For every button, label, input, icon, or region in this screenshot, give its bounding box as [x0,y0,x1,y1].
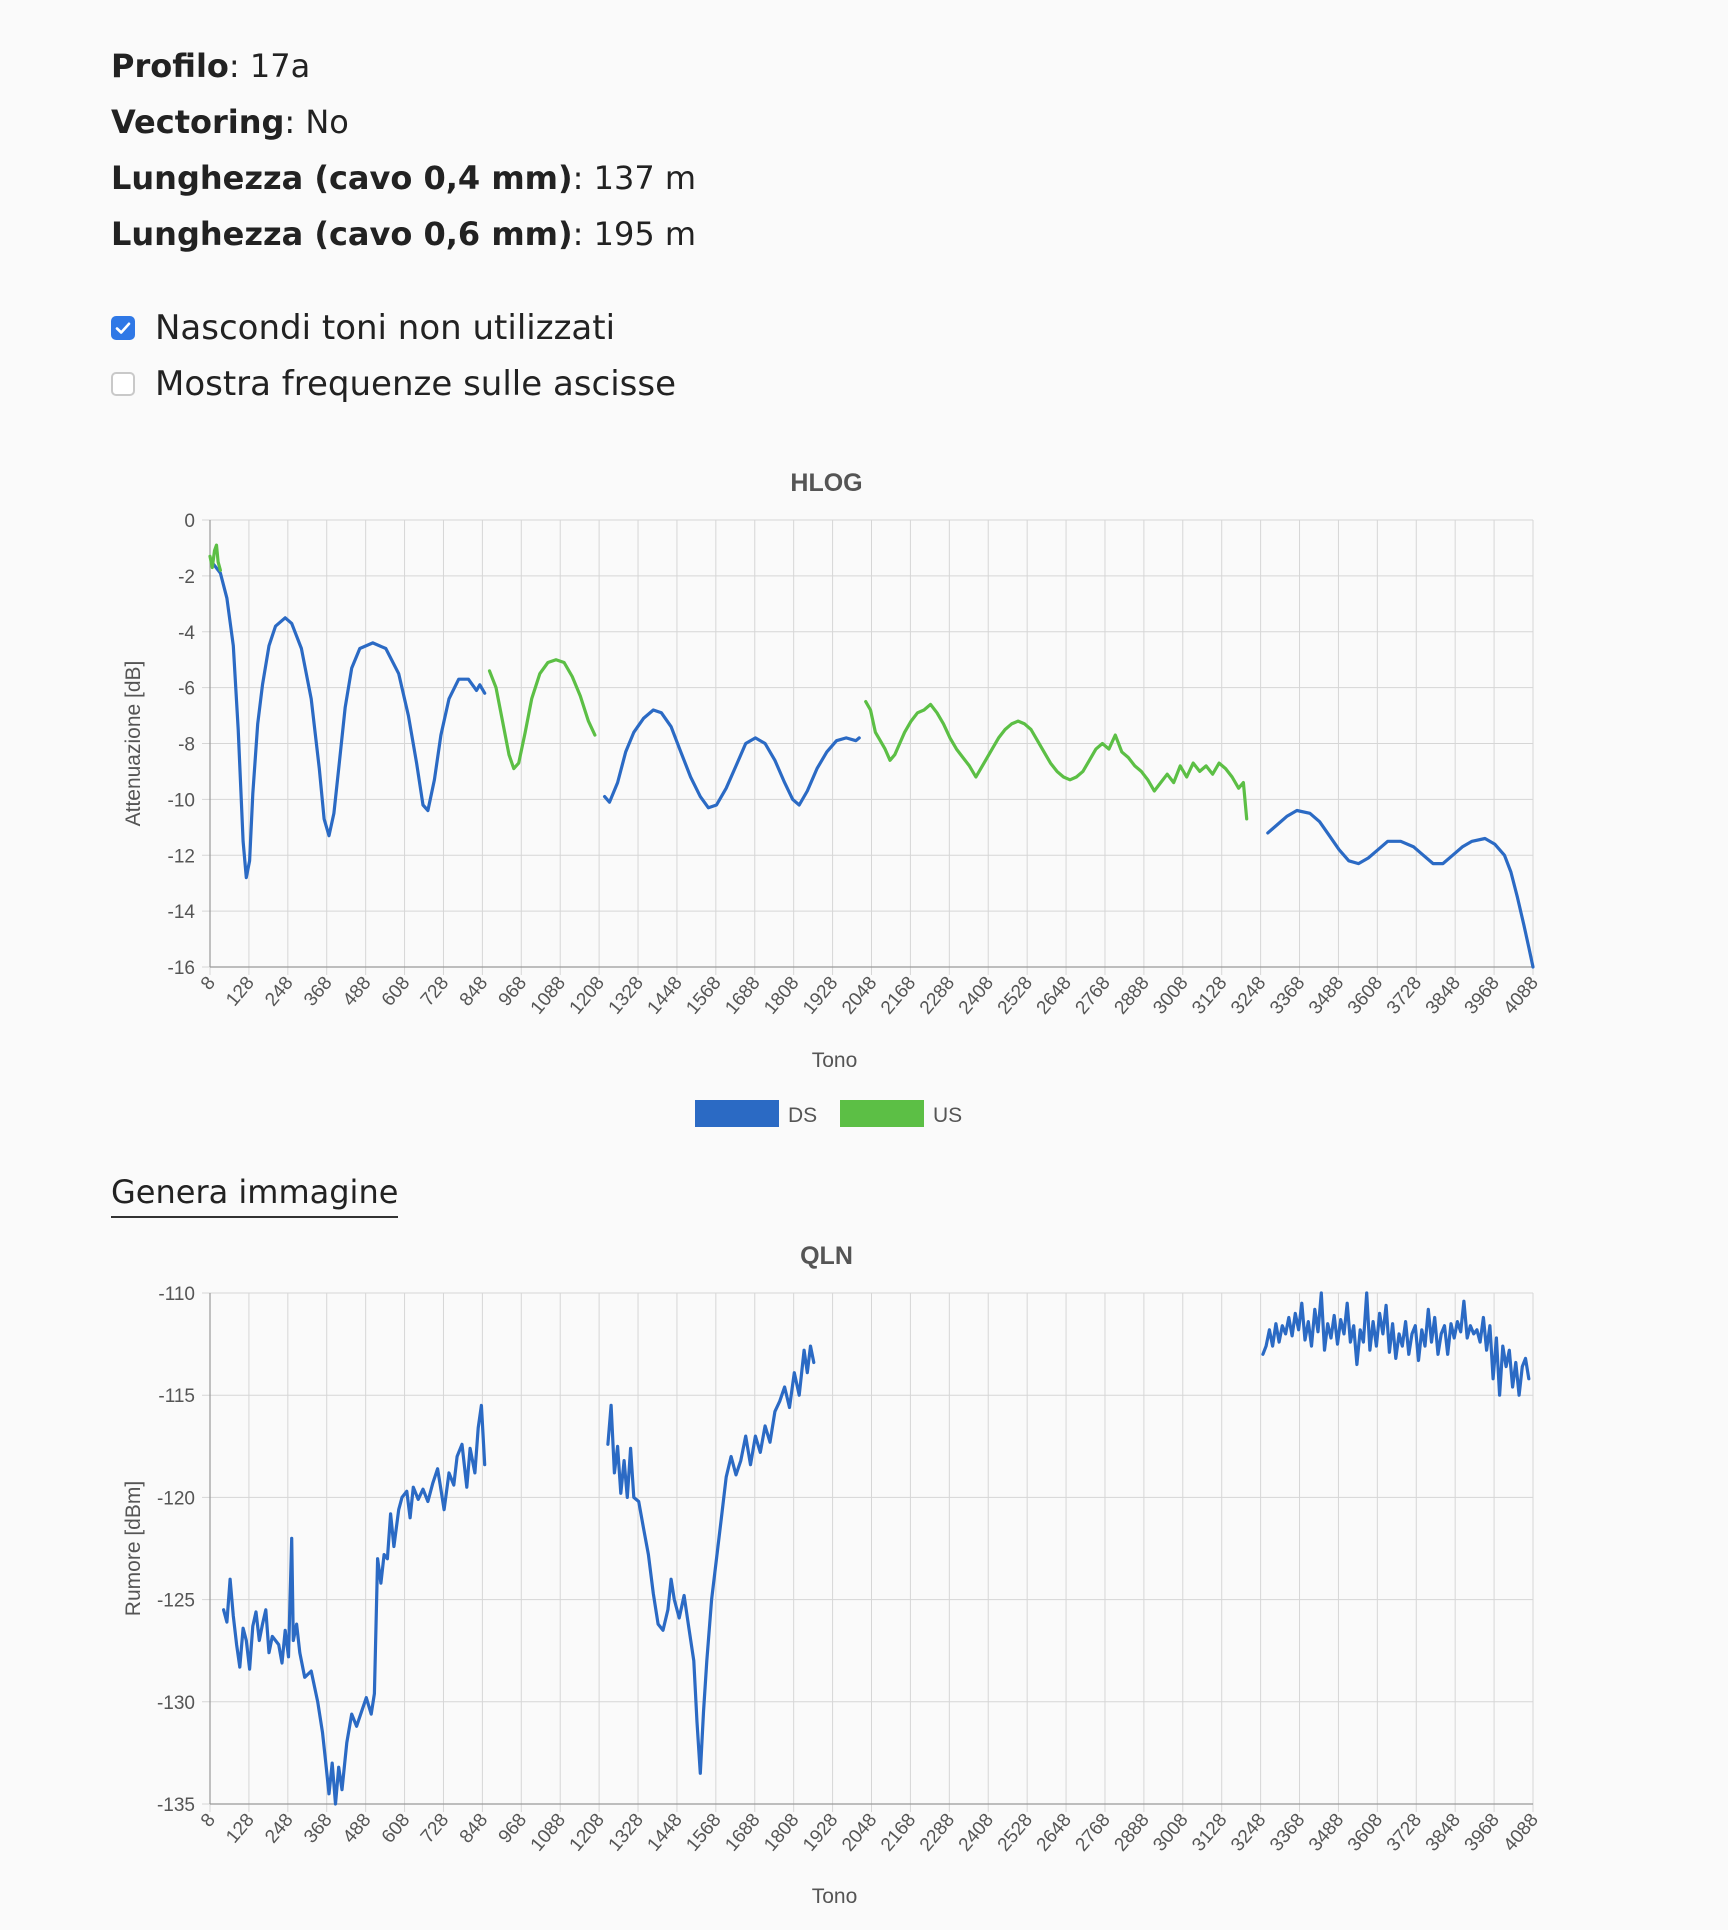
x-tick-label: 608 [377,972,415,1011]
x-tick-label: 968 [494,972,532,1011]
x-tick-label: 4088 [1499,972,1543,1019]
x-tick-label: 2048 [838,1809,882,1856]
y-tick-label: -135 [156,1795,195,1816]
x-tick-label: 2888 [1110,1809,1154,1856]
x-tick-label: 1448 [643,972,687,1019]
x-tick-label: 3128 [1188,1809,1232,1856]
series-line-us [866,702,1247,819]
x-tick-label: 2768 [1071,972,1115,1019]
chart-title: HLOG [790,469,863,497]
info-value: 17a [249,47,311,85]
x-tick-label: 3128 [1188,972,1232,1019]
qln-chart [0,1230,1728,1920]
x-tick-label: 2648 [1032,1809,1076,1856]
x-tick-label: 3968 [1460,1809,1504,1856]
x-tick-label: 1928 [799,972,843,1019]
x-tick-label: 3008 [1149,972,1193,1019]
x-axis-label: Tono [811,1049,858,1072]
x-tick-label: 848 [455,972,493,1011]
series-line-ds [605,710,860,808]
x-tick-label: 8 [196,972,220,995]
x-tick-label: 3848 [1421,1809,1466,1856]
y-tick-label: -14 [167,902,195,924]
x-tick-label: 128 [222,1809,259,1848]
x-tick-label: 2168 [876,972,921,1019]
legend-swatch-ds [695,1100,779,1127]
x-tick-label: 3368 [1266,1809,1310,1856]
x-tick-label: 1808 [760,1809,804,1856]
x-tick-label: 2048 [838,972,882,1019]
x-tick-label: 3968 [1460,972,1504,1019]
legend [695,1100,962,1127]
x-tick-label: 3248 [1227,972,1271,1019]
option-label: Mostra frequenze sulle ascisse [155,364,677,404]
x-tick-label: 248 [261,1809,298,1848]
x-tick-label: 1568 [682,1809,726,1856]
x-tick-label: 1208 [565,972,609,1019]
x-tick-label: 3368 [1266,972,1310,1019]
x-tick-label: 488 [339,1809,376,1848]
series-line-ds [1263,1293,1529,1395]
x-tick-label: 2768 [1071,1809,1115,1856]
info-lunghezza-06: Lunghezza (cavo 0,6 mm): 195 m [111,215,697,253]
info-vectoring: Vectoring: No [111,103,349,141]
x-tick-label: 1208 [565,1809,609,1856]
legend-label-ds: DS [788,1104,818,1127]
x-tick-label: 2288 [915,1809,960,1856]
x-tick-label: 2408 [954,972,999,1019]
checkbox-unchecked-icon[interactable] [111,372,135,396]
x-tick-label: 3488 [1305,1809,1349,1856]
series-line-us [490,660,595,769]
y-tick-label: -110 [158,1284,195,1305]
info-value: 137 m [593,159,697,197]
series-line-ds [1268,811,1533,968]
y-tick-label: -12 [167,846,195,868]
option-mostra-frequenze[interactable] [111,364,676,404]
x-tick-label: 3608 [1343,972,1388,1019]
y-tick-label: -130 [156,1692,195,1714]
x-tick-label: 2648 [1032,972,1076,1019]
legend-swatch-us [840,1100,924,1127]
x-tick-label: 3728 [1382,1809,1427,1856]
x-tick-label: 368 [300,972,337,1011]
x-tick-label: 2168 [876,1809,921,1856]
x-tick-label: 3488 [1305,972,1349,1019]
x-tick-label: 1448 [643,1809,687,1856]
x-tick-label: 3728 [1382,972,1427,1019]
option-label: Nascondi toni non utilizzati [155,308,616,348]
x-tick-label: 2288 [915,972,960,1019]
x-tick-label: 1688 [721,1809,765,1856]
y-tick-label: 0 [184,511,195,532]
x-tick-label: 2528 [993,1809,1037,1856]
y-tick-label: -125 [156,1590,195,1612]
info-value: 195 m [593,215,697,253]
y-axis-label: Attenuazione [dB] [122,660,145,827]
x-tick-label: 968 [494,1809,532,1848]
generate-image-link[interactable]: Genera immagine [111,1172,398,1218]
info-label: Profilo [111,47,229,85]
x-axis-label: Tono [811,1885,858,1908]
series-ds [224,1293,1529,1804]
x-tick-label: 848 [455,1809,493,1848]
x-tick-label: 1568 [682,972,726,1019]
x-tick-label: 3608 [1343,1809,1388,1856]
x-tick-label: 608 [377,1809,415,1848]
info-profilo: Profilo: 17a [111,47,311,85]
x-tick-label: 4088 [1499,1809,1543,1856]
x-tick-label: 3248 [1227,1809,1271,1856]
x-tick-label: 728 [416,1809,454,1848]
option-nascondi-toni[interactable] [111,308,615,348]
y-tick-label: -10 [167,790,195,812]
info-lunghezza-04: Lunghezza (cavo 0,4 mm): 137 m [111,159,697,197]
x-tick-label: 128 [222,972,259,1011]
series-line-ds [608,1346,814,1773]
y-tick-label: -115 [158,1386,195,1408]
checkbox-checked-icon[interactable] [111,316,135,340]
x-tick-label: 1808 [760,972,804,1019]
legend-label-us: US [933,1104,963,1127]
x-tick-label: 1928 [799,1809,843,1856]
x-tick-label: 1088 [526,972,571,1019]
x-tick-label: 1088 [526,1809,571,1856]
x-tick-label: 1688 [721,972,765,1019]
y-tick-label: -2 [178,566,195,588]
y-tick-label: -16 [167,958,195,979]
y-tick-label: -4 [178,622,195,644]
chart-title: QLN [800,1242,853,1270]
info-value: No [305,103,349,141]
x-tick-label: 3008 [1149,1809,1193,1856]
info-label: Vectoring [111,103,285,141]
x-tick-label: 368 [300,1809,337,1848]
x-tick-label: 248 [261,972,298,1011]
x-tick-label: 2888 [1110,972,1154,1019]
x-tick-label: 488 [339,972,376,1011]
info-label: Lunghezza (cavo 0,4 mm) [111,159,573,197]
y-tick-label: -6 [178,678,195,700]
info-label: Lunghezza (cavo 0,6 mm) [111,215,573,253]
hlog-chart [0,455,1728,1155]
series-line-ds [214,565,485,878]
y-tick-label: -120 [156,1488,195,1510]
y-axis-label: Rumore [dBm] [122,1480,145,1617]
series-line-ds [224,1405,485,1804]
x-tick-label: 1328 [604,972,648,1019]
x-tick-label: 2408 [954,1809,999,1856]
x-tick-label: 2528 [993,972,1037,1019]
x-tick-label: 728 [416,972,454,1011]
x-tick-label: 1328 [604,1809,648,1856]
y-tick-label: -8 [178,734,195,756]
x-tick-label: 8 [196,1809,220,1832]
series-ds [214,565,1533,967]
x-tick-label: 3848 [1421,972,1466,1019]
